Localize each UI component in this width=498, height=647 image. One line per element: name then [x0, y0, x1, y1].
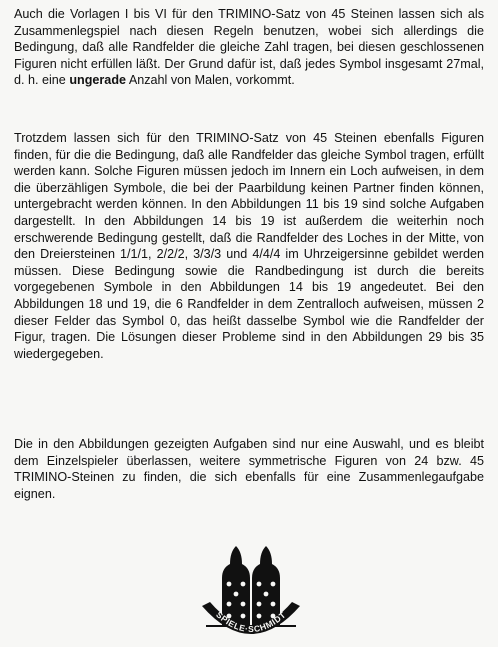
right-tower-icon — [252, 546, 280, 626]
paragraph-3-text: Die in den Abbildungen gezeigten Aufgaben sind nur eine Auswahl, und es bleibt dem Einzelspieler überlassen, weitere symmetrische Figuren von 24 bzw. 45 TRIMINO-Steinen zu finden, die sich ebenfalls für eine Zusammenlegaufgabe eignen. — [14, 437, 484, 501]
paragraph-2-text: Trotzdem lassen sich für den TRIMINO-Satz von 45 Steinen ebenfalls Figuren finden, für die die Bedingung, daß alle Randfelder das gleiche Symbol tragen, erfüllt werden kann. Solche Figuren müssen jedoch im Innern ein Loch aufweisen, in dem die überzähligen Symbole, die bei der Paarbildung keinen Partner finden können, untergebracht werden können. In den Abbildungen 11 bis 19 sind solche Aufgaben dargestellt. In den Abbildungen 14 bis 19 ist außerdem die weiterhin noch erschwerende Bedingung gestellt, daß die Randfelder des Loches in der Mitte, von den Dreiersteinen 1/1/1, 2/2/2, 3/3/3 und 4/4/4 im Uhrzeigersinne gebildet werden müssen. Diese Bedingung sowie die Randbedingung ist durch die bereits vorgegebenen Symbole in den Abbildungen 14 bis 19 angedeutet. Bei den Abbildungen 18 und 19, die 6 Randfelder in dem Zentralloch aufweisen, müssen 2 dieser Felder das Symbol 0, das heißt dasselbe Symbol wie die Randfelder der Figur, tragen. Die Lösungen dieser Probleme sind in den Abbildungen 29 bis 35 wiedergegeben. — [14, 131, 484, 361]
paragraph-1-text-before: Auch die Vorlagen I bis VI für den TRIMINO-Satz von 45 Steinen lassen sich als Zusammenlegspiel nach diesen Regeln benutzen, wobei sich allerdings die Bedingung, daß alle Randfelder die gleiche Zahl tragen, bei diesen geschlossenen Figuren nicht erfüllen läßt. Der Grund dafür ist, daß jedes Symbol insgesamt 27mal, d. h. eine — [14, 7, 484, 88]
paragraph-1-bold-word: ungerade — [69, 73, 127, 88]
paragraph-3 — [14, 436, 484, 502]
logo-text: SPIELE·SCHMIDT — [214, 609, 288, 635]
spiele-schmidt-logo — [196, 540, 306, 644]
paragraph-2 — [14, 130, 484, 362]
left-tower-icon — [222, 546, 250, 626]
paragraph-1-text-after: Anzahl von Malen, vorkommt. — [126, 73, 295, 88]
paragraph-1 — [14, 6, 484, 89]
